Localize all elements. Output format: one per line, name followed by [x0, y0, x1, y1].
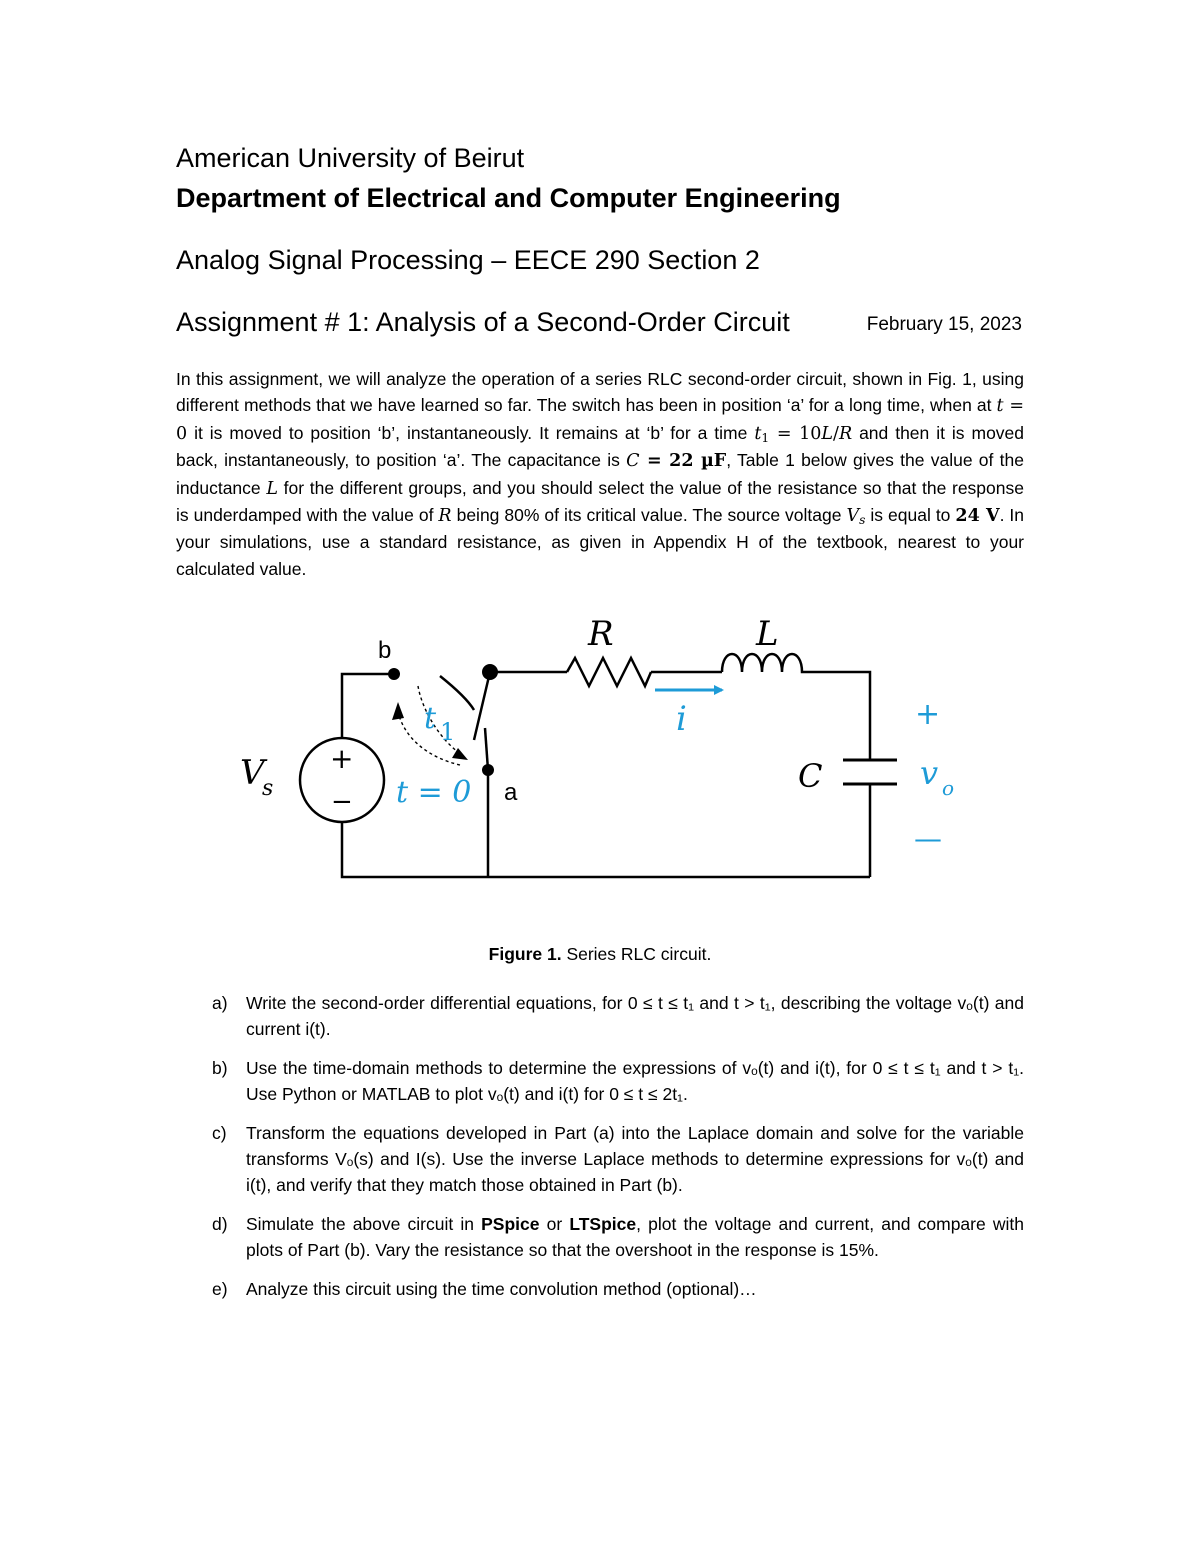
switch-blade-lower — [485, 728, 488, 770]
source-plus: + — [330, 742, 354, 775]
vo-plus: + — [915, 697, 941, 732]
terminal-a — [482, 764, 494, 776]
question-text: Transform the equations developed in Part (a) into the Laplace domain and solve for the variable transforms Vₒ(s) and I(s). Use the inverse Laplace methods to determine expressions for vₒ(t) and i(t), and verify that they match those obtained in Part (b). — [246, 1123, 1024, 1195]
figure-caption-text: Series RLC circuit. — [561, 944, 712, 964]
label-vs-main: V — [240, 753, 265, 793]
switch-blade — [474, 672, 490, 740]
math-t1-sub: 1 — [761, 430, 770, 445]
question-label: c) — [212, 1123, 227, 1143]
question-text-part: Simulate the above circuit in — [246, 1214, 482, 1234]
intro-text-6: being 80% of its critical value. The source voltage — [451, 505, 847, 526]
question-item — [212, 990, 1024, 1042]
label-t1-main: t — [424, 701, 437, 736]
switch-pivot — [482, 664, 498, 680]
question-text: Use the time-domain methods to determine the expressions of vₒ(t) and i(t), for 0 ≤ t ≤ t₁ and t > t₁. Use Python or MATLAB to plot vₒ(t) and i(t) for 0 ≤ t ≤ 2t₁. — [246, 1058, 1024, 1104]
intro-text-7: is equal to — [865, 505, 956, 526]
university-name: American University of Beirut — [176, 143, 525, 173]
question-text: Write the second-order differential equations, for 0 ≤ t ≤ t₁ and t > t₁, describing the voltage vₒ(t) and current i(t). — [246, 993, 1024, 1039]
figure-caption-label: Figure 1. — [488, 944, 562, 964]
question-list — [212, 990, 1024, 1315]
question-item — [212, 1055, 1024, 1107]
math-Vs-sub: s — [859, 513, 866, 528]
math-eq-22uF: = 22 µF — [639, 451, 727, 472]
assignment-title: Assignment # 1: Analysis of a Second-Order Circuit — [176, 307, 790, 337]
math-R-2: R — [438, 506, 452, 527]
math-t1: t — [754, 423, 762, 444]
question-item — [212, 1211, 1024, 1263]
question-item — [212, 1276, 1024, 1302]
label-a: a — [504, 779, 518, 806]
label-L: L — [756, 614, 779, 654]
label-i: i — [676, 699, 687, 739]
intro-text-8: . In your simulations, use a standard resistance, as given in Appendix H of the textbook, nearest to your calculated value. — [176, 505, 1025, 579]
question-text — [246, 1211, 1024, 1263]
resistor-symbol — [567, 658, 651, 686]
label-vo-main: v — [920, 754, 939, 792]
label-vs-sub: s — [262, 776, 274, 801]
terminal-b — [388, 668, 400, 680]
department-name: Department of Electrical and Computer Engineering — [176, 183, 841, 213]
inductor-symbol — [722, 654, 810, 672]
arrowhead-to-b — [392, 702, 404, 720]
math-C: C — [626, 451, 640, 472]
question-label: e) — [212, 1279, 228, 1299]
course-title: Analog Signal Processing – EECE 290 Section 2 — [176, 245, 760, 275]
math-eq-10: = 10 — [769, 423, 822, 444]
math-24V: 24 V — [955, 506, 1000, 527]
intro-text-4: , Table 1 below gives the value of the inductance — [176, 450, 1024, 498]
vo-minus: — — [914, 822, 942, 855]
math-R: R — [838, 423, 853, 444]
label-vo-sub: o — [942, 776, 955, 800]
question-text-part: or — [539, 1214, 570, 1234]
question-label: a) — [212, 993, 228, 1013]
label-R: R — [588, 614, 614, 654]
wire-left-bottom — [342, 822, 870, 877]
intro-text-1: In this assignment, we will analyze the operation of a series RLC second-order circuit, shown in Fig. 1, using different methods that we have learned so far. The switch has been in position ‘a’ for a long time, when at — [176, 369, 1024, 416]
label-b: b — [378, 637, 392, 664]
question-text-part: , plot the voltage and current, and compare with plots of Part (b). Vary the resistance so that the overshoot in the response is 15%. — [246, 1214, 1024, 1260]
intro-text-2: it is moved to position ‘b’, instantaneously. It remains at ‘b’ for a time — [187, 422, 755, 443]
source-minus: − — [331, 787, 353, 817]
label-t0: t = 0 — [396, 775, 472, 810]
math-slash: / — [833, 423, 839, 444]
math-L: L — [821, 423, 834, 444]
math-eq-zero: = 0 — [176, 396, 1024, 444]
assignment-date: February 15, 2023 — [866, 314, 1022, 335]
intro-text-3: and then it is moved back, instantaneously, to position ‘a’. The capacitance is — [176, 422, 1025, 471]
question-label: d) — [212, 1214, 228, 1234]
wire-L-to-C — [810, 672, 870, 760]
label-t1-sub: 1 — [440, 718, 456, 746]
figure-caption — [0, 944, 1200, 965]
ltspice-label: LTSpice — [569, 1214, 637, 1234]
switch-arc — [440, 676, 474, 710]
question-item — [212, 1120, 1024, 1198]
math-L-2: L — [266, 478, 278, 499]
pspice-label: PSpice — [481, 1214, 540, 1234]
math-Vs: V — [846, 506, 860, 527]
question-label: b) — [212, 1058, 228, 1078]
intro-text-5: for the different groups, and you should select the value of the resistance so that the response is underdamped with the value of — [176, 477, 1024, 526]
question-text: Analyze this circuit using the time convolution method (optional)… — [246, 1279, 757, 1299]
math-t: t — [996, 396, 1004, 417]
label-C: C — [798, 757, 823, 795]
wire-left-top — [342, 674, 394, 738]
